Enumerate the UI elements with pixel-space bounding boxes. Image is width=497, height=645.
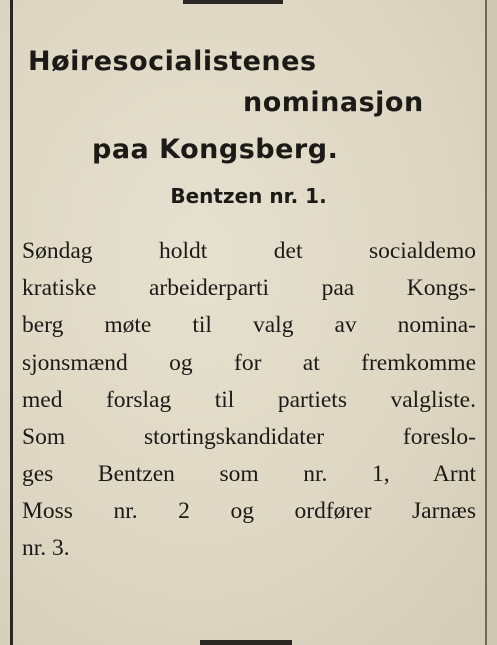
top-divider xyxy=(183,0,283,4)
headline-line-2: nominasjon xyxy=(243,87,424,118)
body-line: sjonsmænd og for at fremkomme xyxy=(22,350,476,376)
subheading: Bentzen nr. 1. xyxy=(170,184,327,208)
body-line: berg møte til valg av nomina- xyxy=(22,312,476,338)
body-line: nr. 3. xyxy=(22,535,70,561)
body-line: ges Bentzen som nr. 1, Arnt xyxy=(22,461,476,487)
headline-line-1: Høiresocialistenes xyxy=(28,46,317,77)
headline-line-3: paa Kongsberg. xyxy=(92,134,339,165)
adjacent-column-edge xyxy=(487,0,497,645)
body-line: Søndag holdt det socialdemo xyxy=(22,238,476,264)
column-rule-left xyxy=(10,0,13,645)
body-line: Som stortingskandidater foreslo- xyxy=(22,424,476,450)
bottom-divider xyxy=(200,640,292,645)
body-line: Moss nr. 2 og ordfører Jarnæs xyxy=(22,498,476,524)
column-rule-right xyxy=(485,0,487,645)
body-line: kratiske arbeiderparti paa Kongs- xyxy=(22,275,476,301)
body-line: med forslag til partiets valgliste. xyxy=(22,387,476,413)
